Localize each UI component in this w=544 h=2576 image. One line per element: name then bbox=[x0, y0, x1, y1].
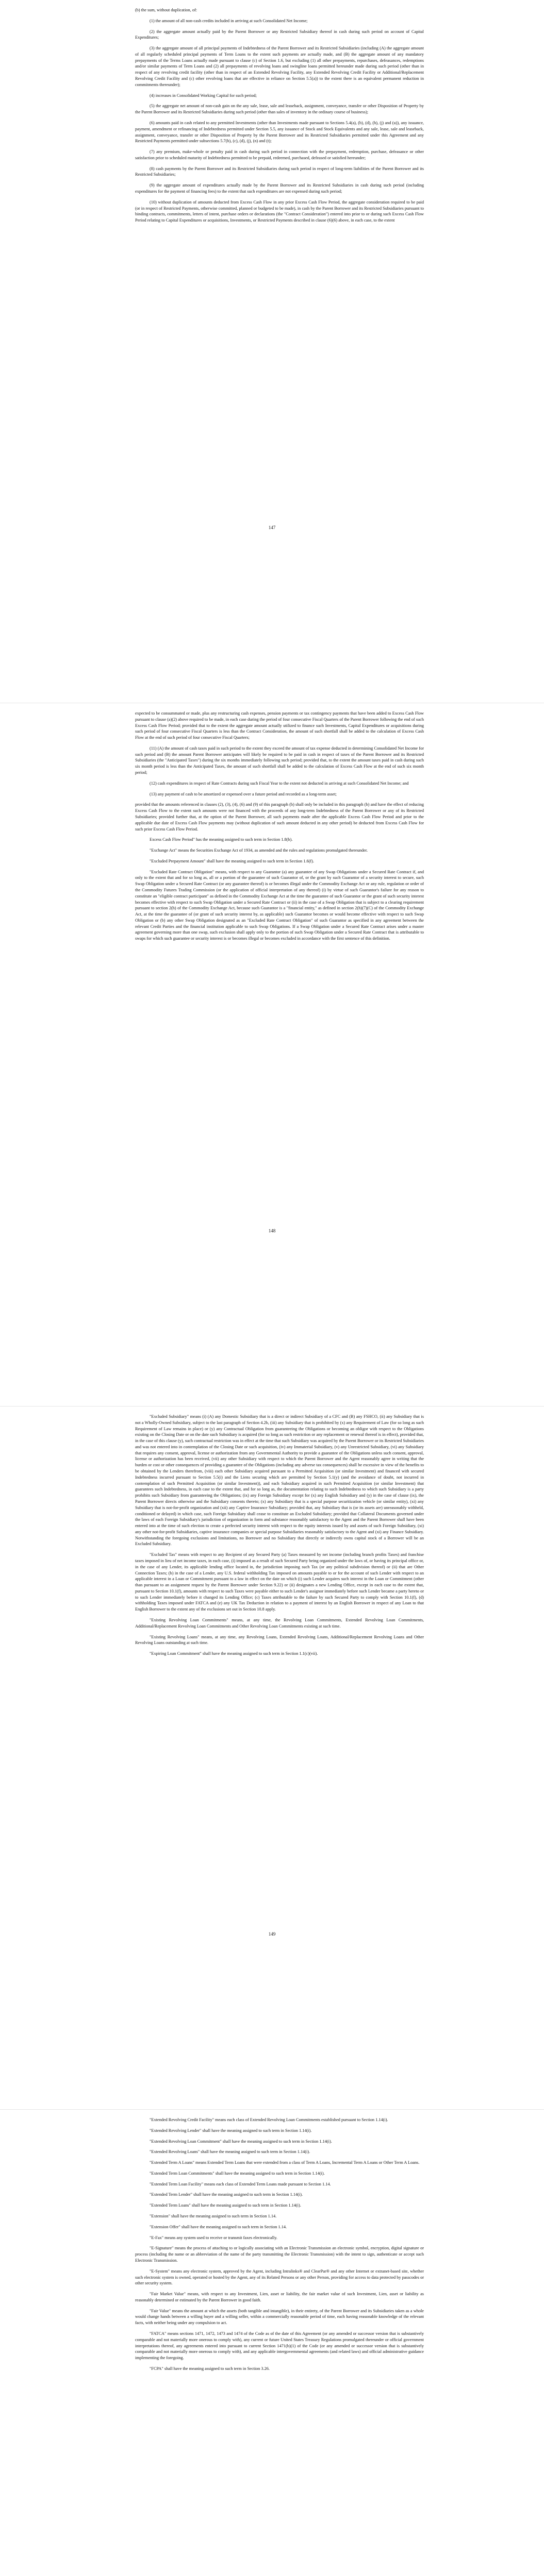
page-number: 147 bbox=[268, 525, 276, 530]
definition: "Extension Offer" shall have the meaning assigned to such term in Section 1.14. bbox=[150, 2224, 287, 2229]
definition: "Expiring Loan Commitment" shall have the meaning assigned to such term in Section 1.1(c)(vii). bbox=[150, 1651, 318, 1656]
definition: "E-Signature" means the process of attaching to or logically associating with an Electronic Transmission an electronic symbol, encryption, digital signature or process (including the name or an abbreviation of the name of the party transmitting the Electronic Transmission) with the intent to sign, authenticate or accept such Electronic Transmission. bbox=[135, 2246, 424, 2263]
definition: "Extended Term Loan Commitments" shall have the meaning assigned to such term in Section 1.14(i). bbox=[150, 2171, 325, 2176]
page-number: 149 bbox=[268, 1931, 276, 1937]
definition: "Exchange Act" means the Securities Exchange Act of 1934, as amended and the rules and regulations promulgated thereunder. bbox=[150, 848, 368, 853]
page-body bbox=[135, 2117, 424, 2377]
definition: "Extended Revolving Credit Facility" means each class of Extended Revolving Loan Commitments established pursuant to Section 1.14(i). bbox=[150, 2117, 388, 2122]
clause-item: (4) increases in Consolidated Working Capital for such period; bbox=[150, 93, 257, 98]
clause-item: (9) the aggregate amount of expenditures actually made by the Parent Borrower and its Restricted Subsidiaries in cash during such period (including expenditures for the payment of financing fees) to the extent that such expenditures are not expensed during such period; bbox=[135, 183, 424, 194]
definition: "Extended Revolving Loan Commitment" shall have the meaning assigned to such term in Section 1.14(i). bbox=[150, 2139, 332, 2144]
definition: "Fair Market Value" means, with respect to any Investment, Lien, asset or liability, the fair market value of such Investment, Lien, asset or liability as reasonably determined or estimated by the Parent Borrower in good faith. bbox=[135, 2292, 424, 2302]
definition: "Extended Term Lender" shall have the meaning assigned to such term in Section 1.14(i). bbox=[150, 2192, 303, 2197]
clause-item: (13) any payment of cash to be amortized or expensed over a future period and recorded as a long-term asset; bbox=[150, 791, 337, 796]
definition: "Existing Revolving Loans" means, at any time, any Revolving Loans, Extended Revolving Loans, Additional/Replacement Revolving Loans and Other Revolving Loans outstanding at such time. bbox=[135, 1634, 424, 1646]
definition: "Extended Term Loans" shall have the meaning assigned to such term in Section 1.14(i). bbox=[150, 2203, 301, 2208]
definition: "Excluded Rate Contract Obligation" means, with respect to any Guarantor (a) any guarantee of any Swap Obligations under a Secured Rate Contract if, and only to the extent that and for so long as, all or a portion of the guarantee of such Guarantor of, or the grant by such Guarantor of a security interest to secure, such Swap Obligation under a Secured Rate Contract (or any guarantee thereof) is or becomes illegal under the Commodity Exchange Act or any rule, regulation or order of the Commodity Futures Trading Commission (or the application of official interpretation of any thereof) (i) by virtue of such Guarantor's failure for any reason to constitute an "eligible contract participant" as defined in the Commodity Exchange Act at the time the guarantee of such Guarantor or the grant of such security interest becomes effective with respect to such Swap Obligation under a Secured Rate Contract or (ii) in the case of a Swap Obligation that is subject to a clearing requirement pursuant to section 2(h) of the Commodity Exchange Act, because such Guarantor is a "financial entity," as defined in section 2(h)(7)(C) of the Commodity Exchange Act, at the time the guarantee of (or grant of such security interest by, as applicable) such Guarantor becomes or would become effective with respect to such Swap Obligation or (b) any other Swap Obligation designated as an "Excluded Rate Contract Obligation" of such Guarantor as specified in any agreement between the relevant Credit Parties and the financial institution applicable to such Swap Obligations. If a Swap Obligation under a Secured Rate Contract arises under a master agreement governing more than one swap, such exclusion shall apply only to the portion of such Swap Obligation under a Secured Rate Contract that is attributable to swaps for which such guarantee or security interest is or becomes illegal or becomes excluded in accordance with the first sentence of this definition. bbox=[135, 869, 424, 941]
page-number: 148 bbox=[268, 1228, 276, 1233]
paragraph-intro: (b) the sum, without duplication, of: bbox=[135, 8, 197, 12]
definition: "Extension" shall have the meaning assigned to such term in Section 1.14. bbox=[150, 2214, 277, 2219]
clause-item: (3) the aggregate amount of all principal payments of Indebtedness of the Parent Borrower and its Restricted Subsidiaries (including (A) the aggregate amount of all regularly scheduled principal payments of Term Loans to the extent such payments are actually made, and (B) the aggregate amount of any mandatory prepayments of the Terms Loans actually made pursuant to clause (c) of Section 1.6, but excluding (1) all other prepayments, repurchases, defeasances, redemptions and/or similar payments of Term Loans and (2) all prepayments of revolving loans and swingline loans permitted hereunder made during such period (other than in respect of any revolving credit facility (other than in respect of an Extended Revolving Facility, any Extended Revolving Credit Facility or Additional/Replacement Revolving Credit Facility and (c) other revolving loans that are effective in reliance on Section 5.5(a)) to the extent there is an equivalent permanent reduction in commitments thereunder); bbox=[135, 46, 424, 87]
definition: "Extended Term Loan Facility" means each class of Extended Term Loans made pursuant to Section 1.14. bbox=[150, 2181, 331, 2187]
document-page-150 bbox=[0, 2110, 544, 2576]
clause-item: (10) without duplication of amounts deducted from Excess Cash Flow in any prior Excess Cash Flow Period, the aggregate consideration required to be paid (or in respect of Restricted Payments, otherwise committed, planned or budgeted to be made), in cash by the Parent Borrower and its Restricted Subsidiaries pursuant to binding contracts, commitments, letters of intent, purchase orders or declarations (the "Contract Consideration") entered into prior to or during such Excess Cash Flow Period relating to Capital Expenditures or acquisitions, Investments, or Restricted Payments described in clause (6)(6) above, in each case, to the extent bbox=[135, 199, 424, 223]
definition: Excess Cash Flow Period" has the meaning assigned to such term in Section 1.8(b). bbox=[150, 837, 293, 842]
definition: "E-System" means any electronic system, approved by the Agent, including Intralinks® and ClearPar® and any other Internet or extranet-based site, whether such electronic system is owned, operated or hosted by the Agent, any of its Related Persons or any other Person, providing for access to data protected by passcodes or other security system. bbox=[135, 2268, 424, 2286]
document-page-148 bbox=[0, 703, 544, 1406]
clause-item: (2) the aggregate amount actually paid by the Parent Borrower or any Restricted Subsidiary thereof in cash during such period on account of Capital Expenditures; bbox=[135, 29, 424, 40]
definition: "Excluded Tax" means with respect to any Recipient of any Secured Party (a) Taxes measured by net income (including branch profits Taxes) and franchise taxes imposed in lieu of net income taxes, in each case, (i) imposed as a result of such Secured Party being organized under the laws of, or having its principal office or, in the case of any Lender, its applicable lending office located in, the jurisdiction imposing such Tax (or any political subdivision thereof) or (ii) that are Other Connection Taxes; (b) in the case of a Lender, any U.S. federal withholding Tax imposed on amounts payable to or for the account of such Lender with respect to an applicable interest in a Loan or Commitment pursuant to a law in effect on the date on which (i) such Lender acquires such interest in the Loan or Commitment (other than pursuant to an assignment request by the Parent Borrower under Section 9.22) or (ii) designates a new Lending Office, except in each case to the extent that, pursuant to Section 10.1(f), amounts with respect to such Taxes were payable either to such Lender's assignor immediately before such Lender became a party hereto or to such Lender immediately before it changed its Lending Office; (c) Taxes attributable to the failure by such Secured Party to comply with Section 10.1(f), (d) withholding Taxes imposed under FATCA and (e) any UK Tax Deduction in relation to a payment of interest by an English Borrower in respect of any Loan to that English Borrower to the extent any of the exclusions set out in Section 10.8 apply. bbox=[135, 1552, 424, 1612]
clause-item: (5) the aggregate net amount of non-cash gain on the any sale, lease, sale and leaseback, assignment, conveyance, transfer or other Disposition of Property by the Parent Borrower and its Restricted Subsidiaries during such period (other than sales of inventory in the ordinary course of business); bbox=[135, 104, 424, 115]
definition: "Extended Revolving Loans" shall have the meaning assigned to such term in Section 1.14(i). bbox=[150, 2149, 310, 2155]
paragraph-proviso: provided that the amounts referenced in clauses (2), (3), (4), (6) and (9) of this paragraph (b) shall only be included in this paragraph (b) and have the effect of reducing Excess Cash Flow to the extent such amounts were not financed with the proceeds of any long-term Indebtedness of the Parent Borrower or any of its Restricted Subsidiaries; provided further that, at the option of the Parent Borrower, all such payments made after the applicable Excess Cash Flow Period and prior to the applicable due date of Excess Cash Flow payments may (without duplication of such amount deducted in any other period) be deducted from Excess Cash Flow for such prior Excess Cash Flow Period. bbox=[135, 802, 424, 832]
definition: "Excluded Prepayment Amount" shall have the meaning assigned to such term in Section 1.6(f). bbox=[150, 858, 314, 863]
definition: "Existing Revolving Loan Commitments" means, at any time, the Revolving Loan Commitments, Extended Revolving Loan Commitments, Additional/Replacement Revolving Loan Commitments and Other Revolving Loan Commitments existing at such time. bbox=[135, 1618, 424, 1629]
page-body bbox=[135, 7, 424, 228]
clause-item: (12) cash expenditures in respect of Rate Contracts during such Fiscal Year to the extent not deducted in arriving at such Consolidated Net Income; and bbox=[150, 781, 409, 786]
definition: "FCPA" shall have the meaning assigned to such term in Section 3.26. bbox=[150, 2366, 270, 2371]
paragraph-continuation: expected to be consummated or made, plus any restructuring cash expenses, pension payments or tax contingency payments that have been added to Excess Cash Flow pursuant to clause (a)(2) above required to be made, in each case during the period of four consecutive Fiscal Quarters of the Parent Borrower following the end of such Excess Cash Flow Period; provided that to the extent the aggregate amount actually utilized to finance such Investments, Capital Expenditures or acquisitions during such period of four consecutive Fiscal Quarters is less than the Contract Consideration, the amount of such shortfall shall be added to the calculation of Excess Cash Flow at the end of such period of four consecutive Fiscal Quarters; bbox=[135, 711, 424, 740]
clause-item: (1) the amount of all non-cash credits included in arriving at such Consolidated Net Income; bbox=[150, 18, 308, 23]
definition: "Fair Value" means the amount at which the assets (both tangible and intangible), in their entirety, of the Parent Borrower and its Subsidiaries taken as a whole would change hands between a willing buyer and a willing seller, within a commercially reasonable period of time, each having reasonable knowledge of the relevant facts, with neither being under any compulsion to act. bbox=[135, 2308, 424, 2326]
definition: "Extended Term A Loans" means Extended Term Loans that were extended from a class of Term A Loans, Incremental Term A Loans or Other Term A Loans. bbox=[150, 2160, 420, 2165]
page-body bbox=[135, 710, 424, 946]
document-page-149 bbox=[0, 1406, 544, 2110]
document-page-147 bbox=[0, 0, 544, 703]
clause-item: (11) (A) the amount of cash taxes paid in such period to the extent they exceed the amount of tax expense deducted in determining Consolidated Net Income for such period and (B) the amount Parent Borrower anticipates will likely be required to be paid in cash in respect of taxes of the Parent Borrower and its Restricted Subsidiaries (the "Anticipated Taxes") during the six months immediately following such period; provided that, to the extent the amount taxes paid in cash during such six month period is less than the Anticipated Taxes, the amount of such shortfall shall be added to the calculation of Excess Cash Flow at the end of such six month period; bbox=[135, 745, 424, 775]
definition: "FATCA" means sections 1471, 1472, 1473 and 1474 of the Code as of the date of this Agreement (or any amended or successor version that is substantively comparable and not materially more onerous to comply with), any current or future United States Treasury Regulations promulgated thereunder or official government interpretations thereof, any agreements entered into pursuant to current Section 1471(b)(1) of the Code (or any amended or successor version that is substantively comparable and not materially more onerous to comply with), and any applicable intergovernmental agreements (and related laws) and official administrative guidance implementing the foregoing. bbox=[135, 2331, 424, 2361]
definition: "Excluded Subsidiary" means (i) (A) any Domestic Subsidiary that is a direct or indirect Subsidiary of a CFC and (B) any FSHCO, (ii) any Subsidiary that is not a Wholly-Owned Subsidiary, subject to the last paragraph of Section 4.2b, (iii) any Subsidiary that is prohibited by (x) any Requirement of Law (for so long as such Requirement of Law remains in place) or (y) any Contractual Obligation from guaranteeing the Obligations or becoming an obligor with respect to the Obligations existing on the Closing Date or on the date such Subsidiary is acquired (for so long as such restriction or any replacement or renewal thereof is in effect), provided that, in the case of this clause (y), such contractual restriction was in effect at the time that such Subsidiary was acquired by the Parent Borrower or its Restricted Subsidiaries and was not entered into in contemplation of the Closing Date or such acquisition, (iv) any Immaterial Subsidiary, (v) any Unrestricted Subsidiary, (vi) any Subsidiary that requires any consent, approval, license or authorization from any Governmental Authority to provide a guarantee of the Obligations unless such consent, approval, license or authorization has been received, (vii) any other Subsidiary with respect to which the Parent Borrower and the Agent reasonably agree in writing that the burden or cost or other consequences of providing a guarantee of the Obligations (including any adverse tax consequences) shall be excessive in view of the benefits to be obtained by the Lenders therefrom, (viii) each other Subsidiary acquired pursuant to a Permitted Acquisition (or similar Investment) and financed with secured Indebtedness incurred pursuant to Section 5.5(i) and the Liens securing which are permitted by Section 5.1(y) (and the avoidance of doubt, not incurred in contemplation of such Permitted Acquisition (or similar Investment)), and each Subsidiary acquired in such Permitted Acquisition (or similar Investment) that guarantees such Indebtedness, in each case to the extent that, and for so long as, the documentation relating to such Indebtedness to which such Subsidiary is a party prohibits such Subsidiary from guaranteeing the Obligations; (ix) any Foreign Subsidiary except for (x) any English Subsidiary and (y) in the case of clause (ix), the Parent Borrower directs otherwise and the Subsidiary consents thereto; (x) any Subsidiary that is a special purpose securitization vehicle (or similar entity), (xi) any Subsidiary that is not-for-profit organization and (xii) any Captive Insurance Subsidiary; provided that, any Subsidiary that is (or its assets are) unreasonably withheld, conditioned or delayed) in which case, such Foreign Subsidiary shall cease to constitute an Excluded Subsidiary; provided that Collateral Documents governed under the laws of each Foreign Subsidiary's jurisdiction of organization in form and substance reasonably satisfactory to the Agent and the Parent Borrower shall have been entered into at the time of such election to create a perfected security interest with respect to the equity interests issued by and assets of such Foreign Subsidiary, (xi) any other not-for-profit Subsidiaries, captive insurance companies or special purpose Subsidiaries reasonably satisfactory to the Agent and (xi) any Finance Subsidiary. Notwithstanding the foregoing exclusions and limitations, no Borrower and no Subsidiary that directly or indirectly owns capital stock of a Borrower will be an Excluded Subsidiary. bbox=[135, 1414, 424, 1547]
page-body bbox=[135, 1414, 424, 1662]
clause-item: (8) cash payments by the Parent Borrower and its Restricted Subsidiaries during such period in respect of long-term liabilities of the Parent Borrower and its Restricted Subsidiaries; bbox=[135, 166, 424, 177]
definition: "Extended Revolving Lender" shall have the meaning assigned to such term in Section 1.14(i). bbox=[150, 2128, 312, 2133]
definition: "E-Fax" means any system used to receive or transmit faxes electronically. bbox=[150, 2235, 277, 2240]
clause-item: (7) any premium, make-whole or penalty paid in cash during such period in connection with the prepayment, redemption, purchase, defeasance or other satisfaction prior to scheduled maturity of Indebtedness permitted to be prepaid, redeemed, purchased, defeased or satisfied hereunder; bbox=[135, 149, 424, 160]
clause-item: (6) amounts paid in cash related to any permitted Investments (other than Investments made pursuant to Sections 5.4(a), (b), (d), (h), (j) and (u)), any issuance, payment, amendment or refinancing of Indebtedness permitted under Section 5.5, any issuance of Stock and Stock Equivalents and any sale, lease, sale and leaseback, assignment, conveyance, transfer or other Disposition of Property by the Parent Borrower and its Restricted Subsidiaries permitted under this Agreement and any Restricted Payments permitted under subsections 5.7(b), (c), (d), (j), (n) and (t); bbox=[135, 120, 424, 144]
